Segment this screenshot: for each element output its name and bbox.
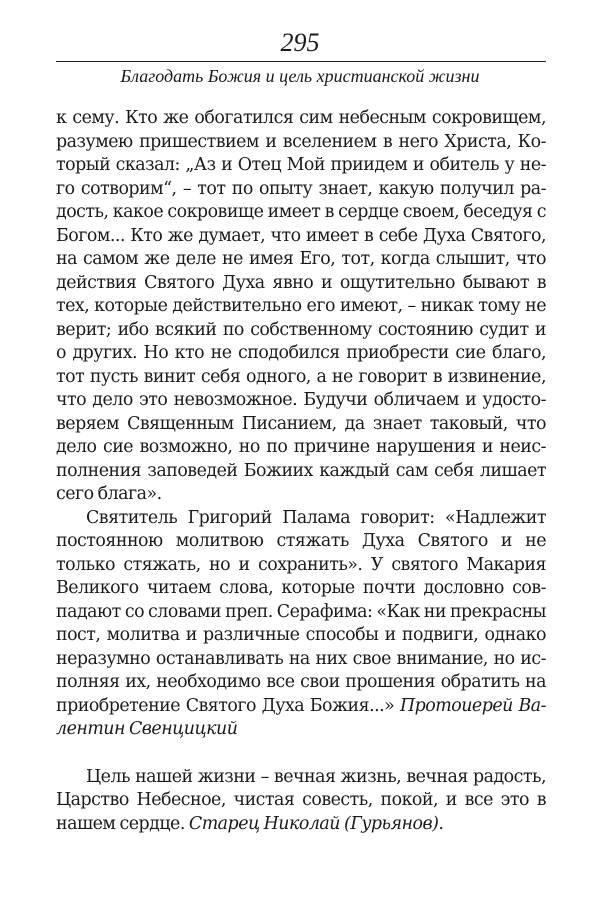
text-line: к сему. Кто же обогатился сим небесным сокровищем, xyxy=(56,108,546,128)
text-line: что дело это невозможное. Будучи обличаем и удосто- xyxy=(56,390,546,410)
text-line: на самом же деле не имея Его, тот, когда слышит, что xyxy=(56,249,546,269)
text-line xyxy=(56,813,546,837)
running-title: Благодать Божия и цель христианской жизни xyxy=(120,66,480,86)
text-line: Царство Небесное, чистая совесть, покой, и все это в xyxy=(56,790,546,810)
text-line: о других. Но кто не сподобился приобрести сие благо, xyxy=(56,343,546,363)
closing-text: нашем сердце. xyxy=(56,813,185,834)
paragraph-palamas xyxy=(56,507,546,742)
paragraph-gap xyxy=(56,742,546,766)
text-line: тот пусть винит себя одного, а не говорит в извинение, xyxy=(56,366,546,387)
text-line: торый сказал: „Аз и Отец Мой приидем и обитель у не- xyxy=(56,155,546,175)
quote-end: приобретение Святого Духа Божия...» xyxy=(56,695,395,716)
text-line: дело сие возможно, но по причине нарушения и неис- xyxy=(56,437,546,457)
text-line xyxy=(56,695,546,719)
text-line: неразумно останавливать на них свое внимание, но ис- xyxy=(56,648,546,669)
author-attribution-continued: лентин Свенцицкий xyxy=(56,719,238,739)
text-line: постоянною молитвою стяжать Духа Святого и не xyxy=(56,531,546,551)
text-line: Великого читаем слова, которые почти дословно сов- xyxy=(56,578,546,598)
text-line: действия Святого Духа явно и ощутительно бывают в xyxy=(56,272,546,293)
text-line: верит; ибо всякий по собственному состоянию судит и xyxy=(56,319,546,340)
header-rule xyxy=(56,61,546,62)
author-attribution: Протоиерей Ва- xyxy=(399,695,546,716)
paragraph-goal-of-life xyxy=(56,766,546,837)
text-line: полняя их, необходимо все свои прошения обратить на xyxy=(56,672,546,692)
text-line: Святитель Григорий Палама говорит: «Надлежит xyxy=(86,507,546,528)
text-line: Богом... Кто же думает, что имеет в себе Духа Святого, xyxy=(56,225,546,246)
text-line: го сотворим“, – тот по опыту знает, какую получил ра- xyxy=(56,178,546,199)
author-attribution: Старец Николай (Гурьянов) xyxy=(188,813,439,834)
text-line: сего блага». xyxy=(56,484,162,504)
paragraph-continuation xyxy=(56,107,546,507)
text-line: разумею пришествием и вселением в него Христа, Ко- xyxy=(56,131,546,152)
text-line: полнения заповедей Божиих каждый сам себя лишает xyxy=(56,460,546,481)
text-line: пост, молитва и различные способы и подвиги, однако xyxy=(56,625,546,645)
body-text xyxy=(56,107,546,836)
text-line: тех, которые действительно его имеют, – никак тому не xyxy=(56,296,546,316)
text-line: дость, какое сокровище имеет в сердце своем, беседуя с xyxy=(56,202,546,222)
closing-period: . xyxy=(438,813,444,834)
text-line: только стяжать, но и сохранить». У святого Макария xyxy=(56,554,546,575)
text-line: Цель нашей жизни – вечная жизнь, вечная радость, xyxy=(86,766,546,787)
text-line: веряем Священным Писанием, да знает таковый, что xyxy=(56,413,546,434)
page-number: 295 xyxy=(280,28,320,57)
text-line: падают со словами преп. Серафима: «Как ни прекрасны xyxy=(56,601,547,622)
